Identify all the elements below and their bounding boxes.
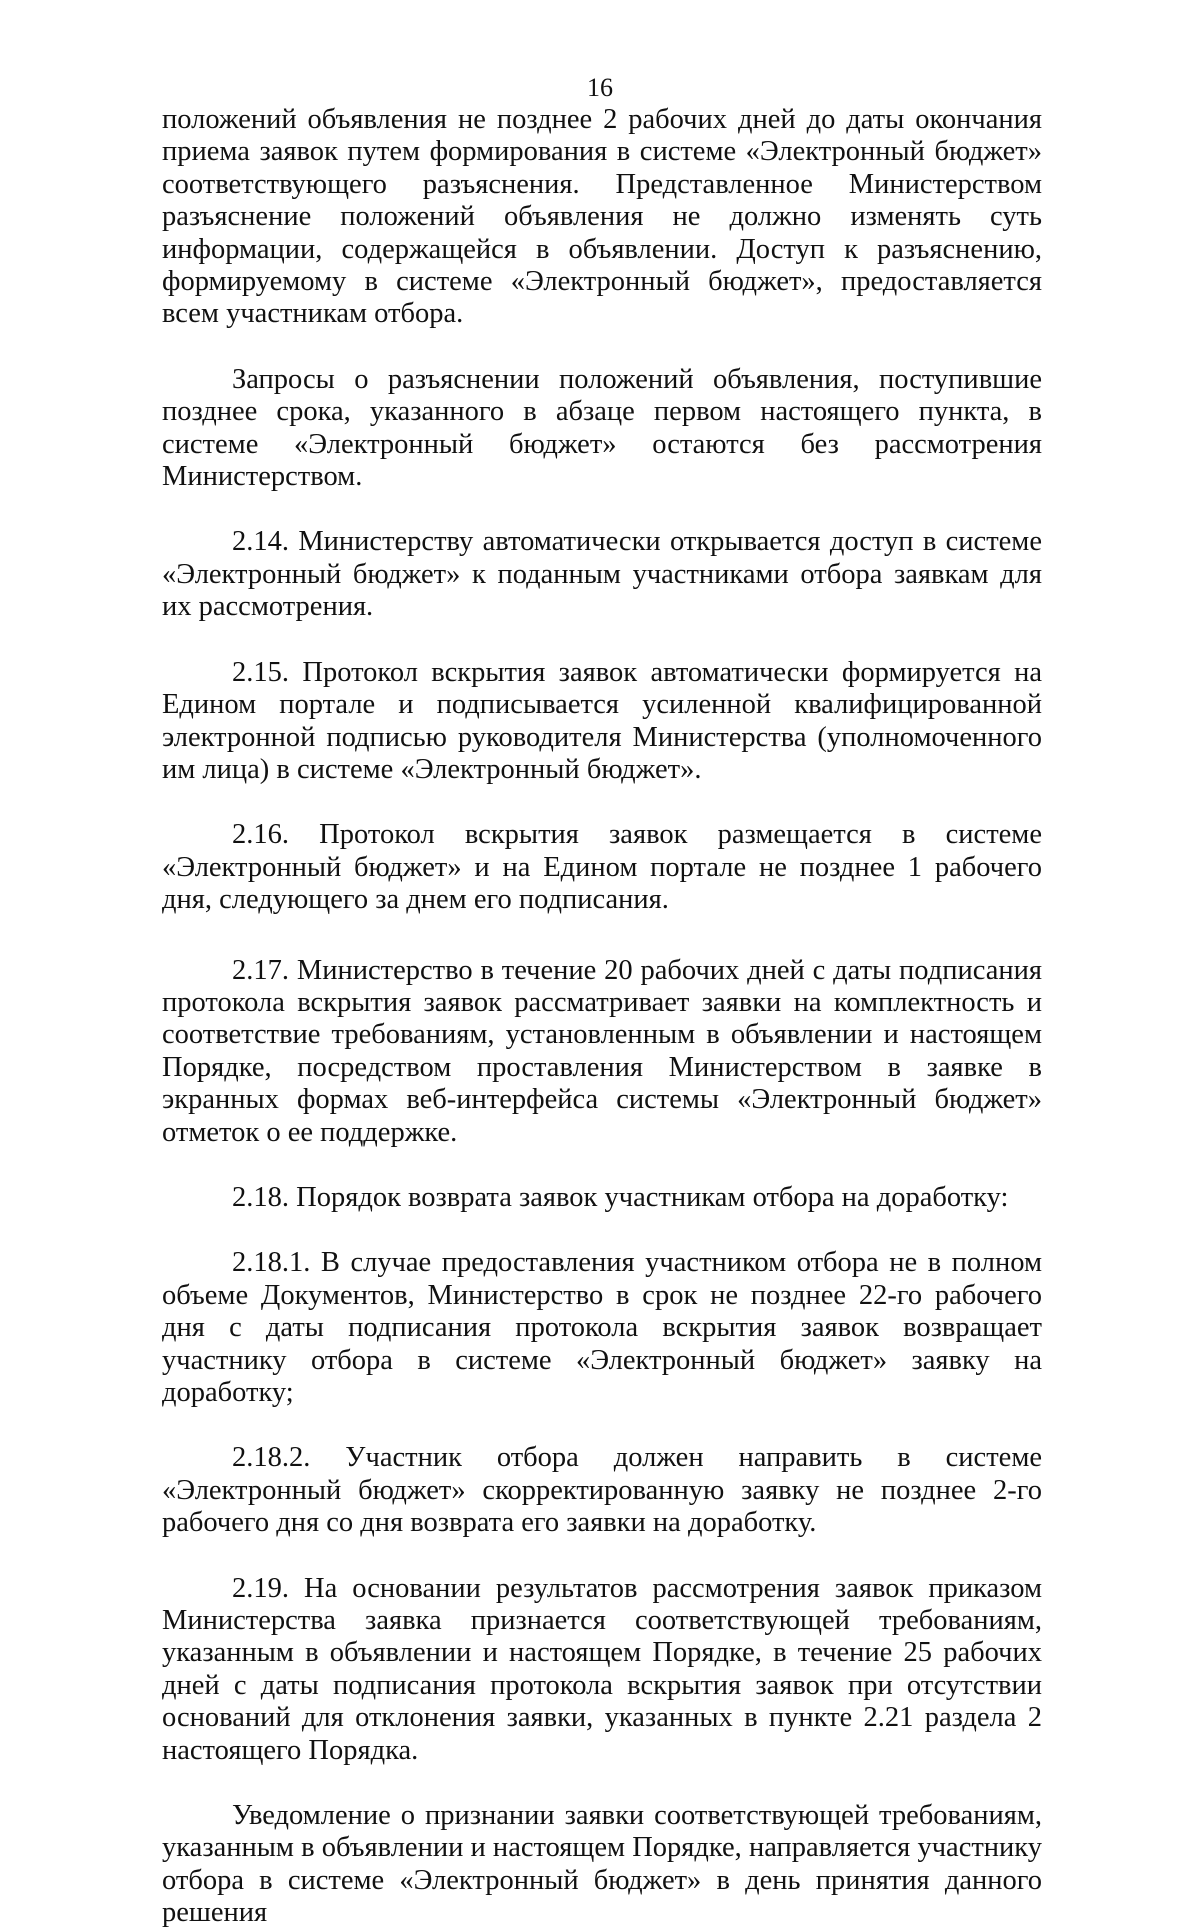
- paragraph-notification: Уведомление о признании заявки соответствующей требованиям, указанным в объявлении и настоящем Порядке, направляется участнику отбора в системе «Электронный бюджет» в день принятия данного решения: [162, 1800, 1042, 1929]
- paragraph-2-17: 2.17. Министерство в течение 20 рабочих дней с даты подписания протокола вскрытия заявок рассматривает заявки на комплектность и соответствие требованиям, установленным в объявлении и настоящем Порядке, посредством проставления Министерством в заявке в экранных формах веб-интерфейса системы «Электронный бюджет» отметок о ее поддержке.: [162, 954, 1042, 1148]
- paragraph-2-14: 2.14. Министерству автоматически открывается доступ в системе «Электронный бюджет» к поданным участниками отбора заявкам для их рассмотрения.: [162, 526, 1042, 623]
- paragraph-2-18-1: 2.18.1. В случае предоставления участником отбора не в полном объеме Документов, Министерство в срок не позднее 22-го рабочего дня с даты подписания протокола вскрытия заявок возвращает участнику отбора в системе «Электронный бюджет» заявку на доработку;: [162, 1247, 1042, 1408]
- paragraph-2-18-2: 2.18.2. Участник отбора должен направить в системе «Электронный бюджет» скорректированную заявку не позднее 2-го рабочего дня со дня возврата его заявки на доработку.: [162, 1442, 1042, 1539]
- paragraph-continuation: положений объявления не позднее 2 рабочих дней до даты окончания приема заявок путем формирования в системе «Электронный бюджет» соответствующего разъяснения. Представленное Министерством разъяснение положений объявления не должно изменять суть информации, содержащейся в объявлении. Доступ к разъяснению, формируемому в системе «Электронный бюджет», предоставляется всем участникам отбора.: [162, 104, 1042, 330]
- page-number: 16: [587, 73, 613, 102]
- document-body: [162, 104, 1042, 1930]
- paragraph-clarification-requests: Запросы о разъяснении положений объявления, поступившие позднее срока, указанного в абзаце первом настоящего пункта, в системе «Электронный бюджет» остаются без рассмотрения Министерством.: [162, 363, 1042, 493]
- paragraph-2-18: 2.18. Порядок возврата заявок участникам отбора на доработку:: [232, 1181, 1009, 1213]
- paragraph-2-15: 2.15. Протокол вскрытия заявок автоматически формируется на Едином портале и подписывается усиленной квалифицированной электронной подписью руководителя Министерства (уполномоченного им лица) в системе «Электронный бюджет».: [162, 656, 1042, 785]
- paragraph-2-19: 2.19. На основании результатов рассмотрения заявок приказом Министерства заявка признается соответствующей требованиям, указанным в объявлении и настоящем Порядке, в течение 25 рабочих дней с даты подписания протокола вскрытия заявок при отсутствии оснований для отклонения заявки, указанных в пункте 2.21 раздела 2 настоящего Порядка.: [162, 1572, 1042, 1766]
- paragraph-2-16: 2.16. Протокол вскрытия заявок размещается в системе «Электронный бюджет» и на Едином портале не позднее 1 рабочего дня, следующего за днем его подписания.: [162, 819, 1042, 916]
